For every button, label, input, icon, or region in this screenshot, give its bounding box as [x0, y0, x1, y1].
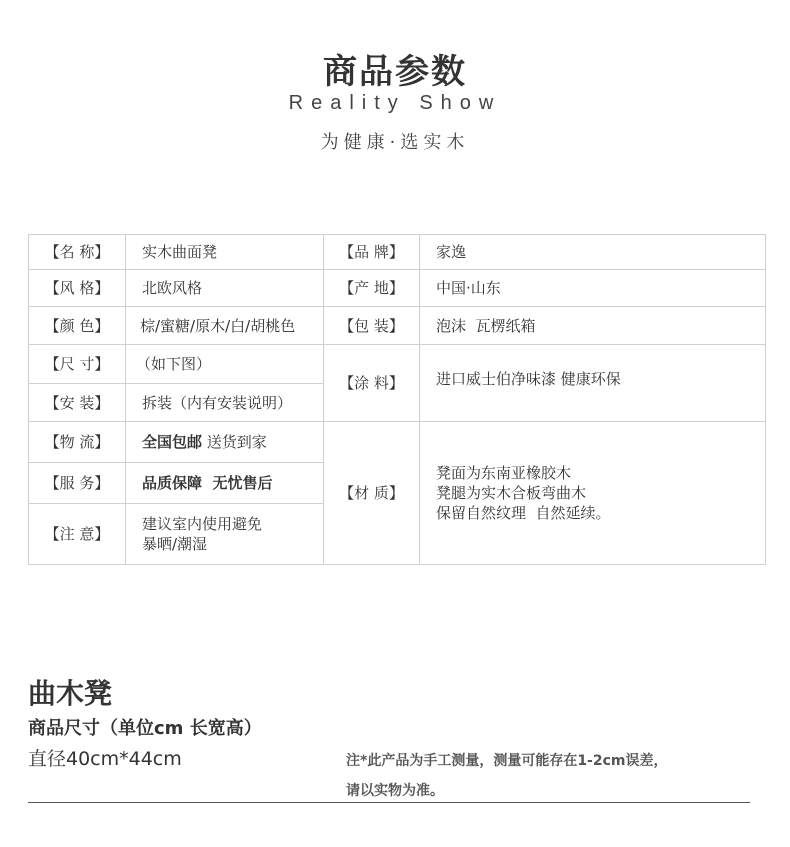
- service-label: 【服 务】: [29, 463, 126, 504]
- style-label: 【风 格】: [29, 270, 126, 307]
- subtitle-english: Reality Show: [288, 92, 502, 114]
- page-title: 商品参数: [323, 52, 467, 92]
- table-row: [29, 307, 766, 345]
- table-row: [29, 270, 766, 307]
- notice-label: 【注 意】: [29, 504, 126, 565]
- color-value: 棕/蜜糖/原木/白/胡桃色: [126, 307, 324, 345]
- logistics-label: 【物 流】: [29, 422, 126, 463]
- note-line: 请以实物为准。: [346, 783, 444, 799]
- table-row: [29, 235, 766, 270]
- logistics-value: [126, 422, 324, 463]
- size-value: （如下图）: [126, 345, 324, 384]
- measurement-note: [346, 746, 746, 806]
- brand-label: 【品 牌】: [324, 235, 420, 270]
- install-label: 【安 装】: [29, 384, 126, 422]
- install-value: 拆装（内有安装说明）: [126, 384, 324, 422]
- notice-line: 建议室内使用避免: [142, 515, 263, 533]
- product-name: 曲木凳: [28, 677, 113, 710]
- material-value: [420, 422, 766, 565]
- subtitle-chinese: 为健康·选实木: [320, 132, 470, 153]
- notice-value: [126, 504, 324, 565]
- table-row: [29, 422, 766, 463]
- size-title: 商品尺寸（单位cm 长宽高）: [28, 718, 262, 739]
- logistics-rest: 送货到家: [202, 433, 267, 451]
- brand-value: 家逸: [420, 235, 766, 270]
- origin-value: 中国·山东: [420, 270, 766, 307]
- color-label: 【颜 色】: [29, 307, 126, 345]
- package-value: 泡沫 瓦楞纸箱: [420, 307, 766, 345]
- material-label: 【材 质】: [324, 422, 420, 565]
- table-row: [29, 345, 766, 384]
- material-line: 凳腿为实木合板弯曲木: [436, 484, 587, 502]
- material-line: 凳面为东南亚橡胶木: [436, 464, 572, 482]
- size-value-text: 直径40cm*44cm: [28, 748, 182, 770]
- spec-table: [28, 234, 766, 565]
- coating-label: 【涂 料】: [324, 345, 420, 422]
- logistics-bold: 全国包邮: [142, 433, 203, 451]
- divider: [28, 802, 750, 803]
- coating-value: 进口威士伯净味漆 健康环保: [420, 345, 766, 422]
- notice-line: 暴晒/潮湿: [142, 535, 208, 553]
- material-line: 保留自然纹理 自然延续。: [436, 504, 611, 522]
- package-label: 【包 装】: [324, 307, 420, 345]
- name-value: 实木曲面凳: [126, 235, 324, 270]
- style-value: 北欧风格: [126, 270, 324, 307]
- note-line: 注*此产品为手工测量，测量可能存在1-2cm误差，: [346, 753, 668, 769]
- origin-label: 【产 地】: [324, 270, 420, 307]
- size-label: 【尺 寸】: [29, 345, 126, 384]
- name-label: 【名 称】: [29, 235, 126, 270]
- service-value: 品质保障 无忧售后: [126, 463, 324, 504]
